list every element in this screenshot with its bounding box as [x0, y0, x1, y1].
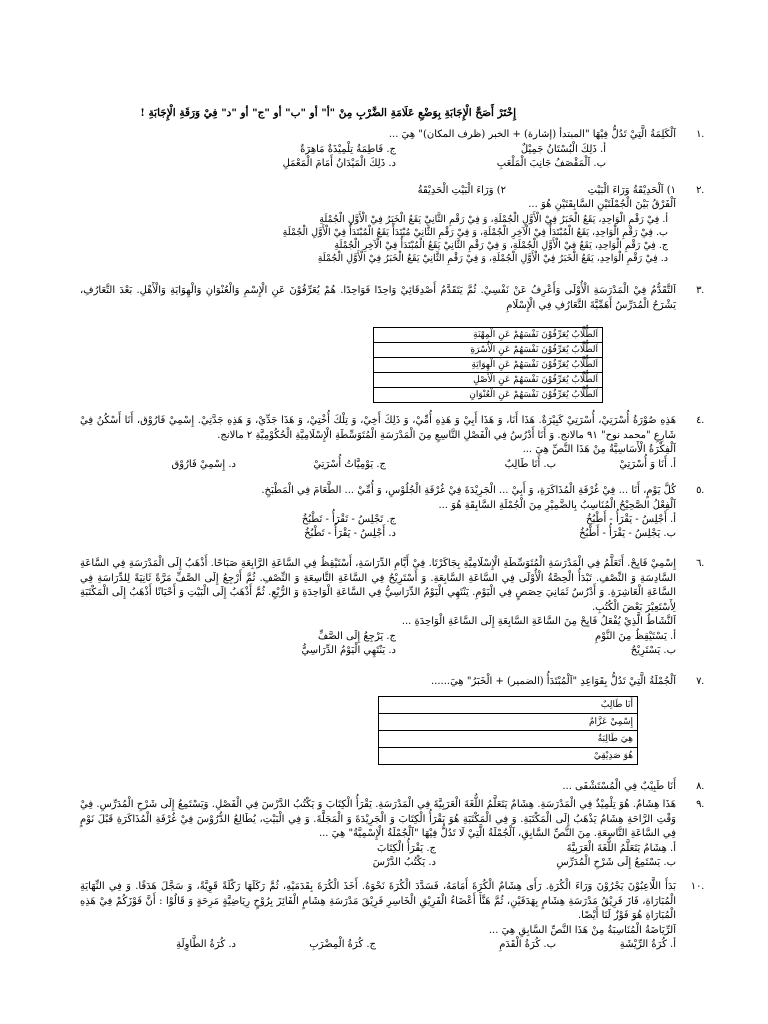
question-text: هَذَا هِشَامٌ. هُوَ تِلْمِيْذٌ فِي الْمَدْرَسَةِ. هِشَامٌ يَتَعَلَّمُ اللُّغَةَ الْعَرَبِيَّةَ فِي الْمَدْرَسَةِ. يَقْرَأُ الْكِتَابَ وَ يَكْتُبُ الدَّرْسَ فِي الْفَصْلِ. وَيَسْتَمِعُ إِلَى شَرْحِ الْمُدَرِّسِ. فِيْ وَقْتِ الرَّاحَةِ هِشَامٌ يَذْهَبُ إِلَى الْمَكْتَبَةِ. وَ فِي الْمَكْتَبَةِ هُوَ يَقْرَأُ الْكِتَابَ وَ الْجَرِيْدَةَ وَ الْمَجَلَّةَ. وَ فِي الْبَيْتِ، يُطَالِعُ الدُّرُوْسَ فِيْ غُرْفَةِ الْمُذَاكَرَةِ قَبْلَ نَوْمٍ فِي السَّاعَةِ التَّاسِعَةِ. مِنَ النَّصِّ السَّابِقِ، اَلْجُمْلَةُ الَّتِيْ لَا تَدُلُّ فِيْهَا "اَلْجُمْلَةُ الْإِسْمِيَّةُ" هِيَ ... — [80, 799, 676, 839]
question-number: ٦. — [696, 558, 704, 569]
option-b[interactable]: ب. يَجْلِسُ - يَقْرَأُ - أَطْبُخُ — [579, 528, 676, 539]
question-number: ١. — [696, 129, 704, 140]
table-row[interactable]: اَلطُّلَّابُ يُعَرِّفُوْنَ نَفْسَهُمْ عَنِ الْأُسْرَةِ — [374, 343, 603, 358]
sentence-2: ٢) وَرَاءَ الْبَيْتِ الْحَدِيْقَةُ — [417, 185, 506, 196]
table-row[interactable]: اَلطُّلَّابُ يُعَرِّفُوْنَ نَفْسَهُمْ عَنِ الْهِوَايَةِ — [374, 358, 603, 373]
option-d[interactable]: د. إِسْمِيْ فَارُوْق — [171, 458, 236, 470]
answer-table-q7 — [378, 696, 638, 765]
table-row[interactable]: هِيَ طَالِبَةٌ — [379, 731, 638, 748]
option-c[interactable]: ج. فَاطِمَةُ تِلْمِيْذَةٌ مَاهِرَةٌ — [300, 143, 396, 155]
question-prompt: اَلنَّشَاطُ الَّذِيْ يُفْعَلُ فَايِحْ مِنَ السَّاعَةِ السَّابِعَةِ إِلَى السَّاعَةِ الْوَاحِدَةِ ... — [401, 616, 676, 627]
question-1 — [80, 128, 704, 171]
question-number: ٩. — [696, 799, 704, 810]
option-a[interactable]: أ. أَنَا وَ أُسْرَتِيْ — [619, 458, 676, 470]
question-6 — [80, 557, 704, 658]
option-c[interactable]: ج. تَجْلِسُ - تَقْرَأُ - تَطْبُخُ — [301, 514, 396, 525]
question-number: ٤. — [696, 415, 704, 426]
table-row[interactable]: إِسْمِيْ عَزَّامٌ — [379, 714, 638, 731]
option-c[interactable]: ج. يَقْرَأُ الْكِتَابَ — [377, 842, 436, 854]
option-b[interactable]: ب. يَسْتَمِعُ إِلَى شَرْحِ الْمُدَرِّسِ — [556, 856, 676, 868]
question-number: ١٠. — [690, 881, 704, 892]
question-text: اَلتَّقَدُّمُ فِيْ الْمَدْرَسَةِ الْأُوْلَى وَأَعْرِفُ عَنْ نَفْسِيْ. ثُمَّ يَتَقَدَّمُ أَصْدِقَائِيْ وَاحِدًا فَوَاحِدًا. هُمْ يُعَرِّفُوْنَ عَنِ الْإِسْمِ وَالْعُنْوَانِ وَالْهِوَايَةِ وَالْأَهْلِ. بَعْدَ التَّعَارُفِ، يَشْرَحُ الْمُدَرِّسُ أَهَمِّيَّةَ التَّعَارُفِ فِي الْإِسْلَامِ — [80, 285, 676, 311]
question-5 — [80, 484, 704, 541]
option-b[interactable]: ب. يَسْتَرِيْحُ — [630, 644, 676, 656]
option-d[interactable]: د. فِيْ رَقْمِ الْوَاحِدِ، يَقَعُ الْخَبَرُ فِيْ الْأَوَّلِ الْجُمْلَةِ، وَ فِيْ رَقْمِ الثَّانِيْ يَقَعُ الْخَبَرُ فِيْ الْأَوَّلِ الْجُمْلَةِ — [317, 252, 668, 264]
question-text: هَذِهِ صُوْرَةُ أُسْرَتِيْ، أُسْرَتِيْ كَبِيْرَةٌ. هَذَا أَنَا، وَ هَذَا أَبِيْ وَ هَذِهِ أُمِّيْ، وَ ذَلِكَ أَخِيْ، وَ تِلْكَ أُخْتِيْ، وَ هَذَا جَدِّيْ، وَ هَذِهِ جَدَّتِيْ. إِسْمِيْ فَارُوْق، أَنَا أَسْكُنُ فِيْ شَارِعِ "محمد نوح" ٩١ مالانج. وَ أَنَا أَدْرُسُ فِي الْفَصْلِ التَّاسِعِ مِنَ الْمَدْرَسَةِ الْمُتَوَسِّطَةِ الْإِسْلَامِيَّةِ الْحُكُوْمِيَّةِ ٢ مالانج. — [80, 415, 676, 441]
option-d[interactable]: د. كُرَةُ الطَّاوِلَةِ — [176, 939, 236, 950]
table-row[interactable]: اَلطُّلَّابُ يُعَرِّفُوْنَ نَفْسَهُمْ عَنِ الْأَصْلِ — [374, 373, 603, 388]
table-row[interactable]: هُوَ صَدِيْقِيْ — [379, 748, 638, 765]
option-b[interactable]: ب. اَلْمَقْصَفُ جَانِبَ الْمَلْعَبِ — [496, 157, 606, 169]
option-a[interactable]: أ. هِشَامٌ يَتَعَلَّمُ اللُّغَةَ الْعَرَبِيَّةَ — [566, 842, 676, 854]
option-b[interactable]: ب. أَنَا طَالِبٌ — [504, 458, 556, 470]
option-d[interactable]: د. ذَلِكَ الْمَيْدَانُ أَمَامَ الْمَعْمَلِ — [282, 157, 396, 169]
question-number: ٢. — [696, 185, 704, 196]
question-number: ٨. — [696, 781, 704, 792]
question-number: ٣. — [696, 285, 704, 296]
question-text: اَلْجُمْلَةُ الَّتِيْ تَدُلُّ بِقَوَاعِدِ "اَلْمُبْتَدَأُ (الضمير) + الْخَبَرُ" هِيَ...... — [431, 676, 676, 687]
option-c[interactable]: ج. كُرَةُ الْمِضْرَبِ — [309, 939, 376, 950]
question-text: أَنَا طَبِيْبٌ فِي الْمُسْتَشْفَى ... — [562, 781, 676, 792]
option-c[interactable]: ج. فِيْ رَقْمِ الْوَاحِدِ، يَقَعُ فِيْ الْأَوَّلِ الْجُمْلَةِ، وَ فِيْ رَقْمِ الثَّانِيْ يَقَعُ الْمُبْتَدَأُ فِيْ الْآخِرِ الْجُمْلَةِ — [334, 239, 668, 251]
instructions-title: إِخْتَرْ أَصَحَّ الْإِجَابَةِ بِوَضْعِ عَلَامَةِ الضَّرْبِ مِنْ "أ" أو "ب" أو "ج" أو "د" فِيْ وَرَقَةِ الْإِجَابَةِ ! — [140, 107, 516, 119]
table-row[interactable]: اَلطُّلَّابُ يُعَرِّفُوْنَ نَفْسَهُمْ عَنِ الْعُنْوَانِ — [374, 388, 603, 403]
option-d[interactable]: د. يَنْتَهِي الْيَوْمُ الدِّرَاسِيُّ — [301, 644, 396, 656]
option-b[interactable]: ب. فِيْ رَقْمِ الْوَاحِدِ، يَقَعُ الْمُبْتَدَأُ فِيْ الْآخِرِ الْجُمْلَةِ، وَ فِيْ رَقْمِ الثَّانِيْ مُبْتَدَأً يَقَعُ الْمُبْتَدَأُ فِيْ الْأَوَّلِ الْجُمْلَةِ — [282, 226, 668, 238]
option-d[interactable]: د. أَجْلِسُ - يَقْرَأُ - تَطْبُخُ — [304, 528, 396, 539]
question-prompt: اَلْفِعْلُ الصَّحِيْحُ الْمُنَاسِبُ بِالضَّمِيْرِ مِنَ الْجُمْلَةِ السَّابِقَةِ هُوَ ... — [438, 499, 676, 511]
question-2 — [80, 184, 704, 265]
table-row[interactable]: اَلطُّلَّابُ يُعَرِّفُوْنَ نَفْسَهُمْ عَنِ الْمِهْنَةِ — [374, 328, 603, 343]
question-8 — [80, 780, 704, 795]
option-a[interactable]: أ. ذَلِكَ الْبُسْتَانُ جَمِيْلٌ — [520, 143, 606, 155]
option-a[interactable]: أ. أَجْلِسُ - يَقْرَأُ - أَطْبُخُ — [586, 514, 676, 525]
question-text: اَلْفَرْقُ بَيْنَ الْجُمْلَتَيْنِ السَّابِقَتَيْنِ هُوَ ... — [528, 199, 676, 210]
question-4 — [80, 414, 704, 472]
option-a[interactable]: أ. يَسْتَيْقِظُ مِنَ النَّوْمِ — [595, 630, 676, 642]
answer-table-q3 — [373, 327, 603, 403]
question-3 — [80, 284, 704, 313]
option-a[interactable]: أ. كُرَةُ الرِّيْشَةِ — [619, 939, 676, 950]
sentence-1: ١) اَلْحَدِيْقَةُ وَرَاءَ الْبَيْتِ — [587, 185, 676, 196]
question-text: اَلْكَلِمَةُ الَّتِيْ تَدُلُّ فِيْهَا "المبتدأ (إشارة) + الخبر (ظرف المكان)" هِيَ ... — [388, 129, 676, 140]
question-text: إِسْمِيْ فَايِحْ. أَتَعَلَّمُ فِي الْمَدْرَسَةِ الْمُتَوَسِّطَةِ الْإِسْلَامِيَّةِ بِجَاكَرْتَا. فِيْ أَيَّامِ الدِّرَاسَةِ، أَسْتَيْقِظُ فِي السَّاعَةِ الرَّابِعَةِ صَبَاحًا. أَذْهَبُ إِلَى الْمَدْرَسَةِ فِي السَّاعَةِ السَّادِسَةِ وَ النِّصْفِ. تَبْدَأُ الْحِصَّةُ الْأُوْلَى فِي السَّاعَةِ السَّابِعَةِ. وَ أَسْتَرِيْحُ فِي السَّاعَةِ التَّاسِعَةِ وَ النِّصْفِ. ثُمَّ أَرْجِعُ إِلَى الصَّفِّ مَرَّةً ثَانِيَةً لِلدِّرَاسَةِ فِي السَّاعَةِ الْعَاشِرَةِ. وَ أَدْرُسُ ثَمَانِيَ حِصَصٍ فِي الْيَوْمِ. يَنْتَهِي الْيَوْمُ الدِّرَاسِيُّ فِي السَّاعَةِ الْوَاحِدَةِ وَ الرُّبْعِ. ثُمَّ أَذْهَبُ إِلَى الْبَيْتِ وَ أَحْيَانًا أَذْهَبُ إِلَى الْمَكْتَبَةِ لِأَسْتَعِيْرَ بَعْضَ الْكُتُبِ. — [80, 558, 676, 613]
question-number: ٥. — [696, 485, 704, 496]
question-7 — [80, 675, 704, 690]
option-c[interactable]: ج. يَوْمِيَّاتُ أُسْرَتِيْ — [313, 458, 386, 470]
option-b[interactable]: ب. كُرَةُ الْقَدَمِ — [499, 939, 556, 950]
option-c[interactable]: ج. يَرْجِعُ إِلَى الصَّفِّ — [318, 630, 396, 642]
question-text: كُلَّ يَوْمٍ، أَنَا ... فِيْ غُرْفَةِ الْمُذَاكَرَةِ، وَ أَبِيْ ... الْجَرِيْدَةَ فِيْ غُرْفَةِ الْجُلُوْسِ، وَ أُمِّيْ ... الطَّعَامَ فِي الْمَطْبَخِ. — [261, 485, 676, 496]
question-10 — [80, 880, 704, 952]
question-prompt: اَلرِّيَاضَةُ الْمُنَاسِبَةُ مِنْ هَذَا النَّصِّ السَّابِقِ هِيَ ... — [488, 924, 676, 936]
question-prompt: اَلْفِكْرَةُ الْأَسَاسِيَّةُ مِنْ هَذَا النَّصِّ هِيَ ... — [522, 444, 676, 455]
option-a[interactable]: أ. فِيْ رَقْمِ الْوَاحِدِ، يَقَعُ الْخَبَرُ فِيْ الْأَوَّلِ الْجُمْلَةِ، وَ فِيْ رَقْمِ الثَّانِيْ يَقَعُ الْخَبَرُ فِيْ الْأَوَّلِ الْجُمْلَةِ — [319, 213, 668, 225]
table-row[interactable]: أَنَا طَالِبٌ — [379, 697, 638, 714]
question-9 — [80, 798, 704, 870]
question-number: ٧. — [696, 676, 704, 687]
question-text: بَدَأَ اللَّاعِبُوْنَ يَجْرُوْنَ وَرَاءَ الْكُرَةِ. رَأَى هِشَامٌ الْكُرَةَ أَمَامَهُ، فَسَدَّدَ الْكُرَةَ نَحْوَهُ. أَخَذَ الْكُرَةَ بِقَدَمَيْهِ، ثُمَّ رَكَلَهَا رَكْلَةً قَوِيَّةً، وَ سَجَّلَ هَدَفًا. وَ فِي النِّهَايَةِ الْمُبَارَاةِ، فَازَ فَرِيْقُ مَدْرَسَةِ هِشَامٍ بِهَدَفَيْنِ، ثُمَّ هَنَّأَ أَعْضَاءُ الْفَرِيْقِ الْخَاسِرِ فَرِيْقَ مَدْرَسَةِ هِشَامٍ الْفَائِزَ بِرُوْحٍ رِيَاضِيَّةٍ مَرِحَةٍ وَ قَالُوْا : أَنَّ فَوْزَكُمْ فِيْ هَذِهِ الْمُبَارَاةِ هُوَ فَوْزٌ لَنَا أَيْضًا. — [80, 881, 676, 921]
option-d[interactable]: د. يَكْتُبُ الدَّرْسَ — [372, 856, 436, 868]
